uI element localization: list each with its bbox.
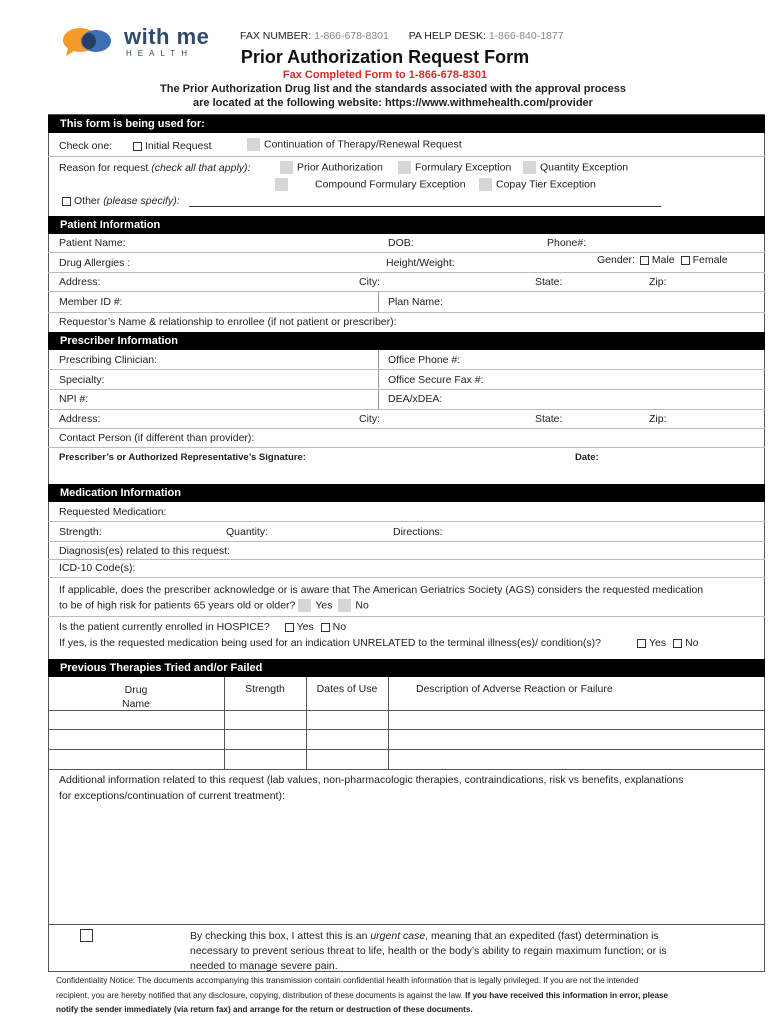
ags-question-line-2: to be of high risk for patients 65 years old or older? Yes No bbox=[59, 599, 369, 612]
urgent-case-checkbox[interactable] bbox=[80, 929, 93, 942]
help-desk-label: PA HELP DESK: bbox=[408, 30, 486, 42]
office-phone-field[interactable]: Office Phone #: bbox=[388, 354, 461, 366]
patient-city-field[interactable]: City: bbox=[359, 276, 380, 288]
col-description: Description of Adverse Reaction or Failure bbox=[416, 683, 613, 695]
attest-line-1: By checking this box, I attest this is an urgent case, meaning that an expedited (fast) determination is bbox=[190, 930, 659, 942]
contact-person-field[interactable]: Contact Person (if different than provider): bbox=[59, 432, 255, 444]
initial-request-option[interactable]: Initial Request bbox=[133, 140, 212, 152]
strength-field[interactable]: Strength: bbox=[59, 526, 102, 538]
male-checkbox[interactable] bbox=[640, 256, 649, 265]
prescriber-state-field[interactable]: State: bbox=[535, 413, 563, 425]
prescribing-clinician-field[interactable]: Prescribing Clinician: bbox=[59, 354, 158, 366]
info-line-2: are located at the following website: https://www.withmehealth.com/provider bbox=[193, 97, 593, 109]
usage-section-bar: This form is being used for: bbox=[48, 115, 765, 133]
secure-fax-field[interactable]: Office Secure Fax #: bbox=[388, 374, 484, 386]
requestor-field[interactable]: Requestor’s Name & relationship to enrollee (if not patient or prescriber): bbox=[59, 316, 397, 328]
patient-name-field[interactable]: Patient Name: bbox=[59, 237, 126, 249]
patient-zip-field[interactable]: Zip: bbox=[649, 276, 667, 288]
notice-line-1: Confidentiality Notice: The documents accompanying this transmission contain confidential health information that is legally privileged. If you are not the intended bbox=[56, 976, 639, 985]
notice-line-2: recipient, you are hereby notified that any disclosure, copying, distribution of these documents is against the law. If you have received this information in error, please bbox=[56, 991, 669, 1000]
quantity-field[interactable]: Quantity: bbox=[226, 526, 269, 538]
attest-line-3: needed to manage severe pain. bbox=[190, 960, 338, 972]
prescriber-section-bar: Prescriber Information bbox=[48, 332, 765, 350]
col-drug-name: Drug Name bbox=[121, 684, 150, 710]
initial-request-checkbox[interactable] bbox=[133, 142, 142, 151]
signature-field[interactable]: Prescriber’s or Authorized Representative’s Signature: bbox=[59, 452, 306, 463]
quantity-exception-checkbox[interactable] bbox=[523, 161, 536, 174]
signature-date-field[interactable]: Date: bbox=[575, 452, 599, 463]
gender-field: Gender: Male Female bbox=[597, 254, 728, 266]
additional-info-line-1: Additional information related to this request (lab values, non-pharmacologic therapies, contraindications, risk vs benefits, explanations bbox=[59, 774, 684, 786]
ags-yes-checkbox[interactable] bbox=[298, 599, 311, 612]
copay-exception-checkbox[interactable] bbox=[479, 178, 492, 191]
fax-completed-notice: Fax Completed Form to 1-866-678-8301 bbox=[282, 69, 488, 81]
plan-name-field[interactable]: Plan Name: bbox=[388, 296, 443, 308]
height-weight-field[interactable]: Height/Weight: bbox=[386, 257, 455, 269]
prescriber-city-field[interactable]: City: bbox=[359, 413, 380, 425]
specialty-field[interactable]: Specialty: bbox=[59, 374, 105, 386]
dob-field[interactable]: DOB: bbox=[388, 237, 414, 249]
other-specify-field[interactable] bbox=[189, 206, 661, 207]
hospice-unrelated-answers: Yes No bbox=[637, 637, 699, 649]
hospice-no-checkbox[interactable] bbox=[321, 623, 330, 632]
ags-question-line-1: If applicable, does the prescriber acknowledge or is aware that The American Geriatrics Society (AGS) considers the requested medication bbox=[59, 584, 704, 596]
prior-authorization-checkbox[interactable] bbox=[280, 161, 293, 174]
fax-number: 1-866-678-8301 bbox=[314, 30, 389, 42]
copay-exception-option[interactable]: Copay Tier Exception bbox=[479, 178, 596, 191]
col-dates-of-use: Dates of Use bbox=[316, 683, 378, 695]
continuation-checkbox[interactable] bbox=[247, 138, 260, 151]
fax-label: FAX NUMBER: bbox=[240, 30, 312, 42]
female-checkbox[interactable] bbox=[681, 256, 690, 265]
additional-info-textarea[interactable] bbox=[49, 806, 764, 924]
logo-subtext: HEALTH bbox=[126, 49, 193, 58]
icd-code-field[interactable]: ICD-10 Code(s): bbox=[59, 562, 136, 574]
requested-medication-field[interactable]: Requested Medication: bbox=[59, 506, 167, 518]
compound-exception-option[interactable]: Compound Formulary Exception bbox=[275, 178, 466, 191]
formulary-exception-option[interactable]: Formulary Exception bbox=[398, 161, 511, 174]
directions-field[interactable]: Directions: bbox=[393, 526, 443, 538]
medication-section-bar: Medication Information bbox=[48, 484, 765, 502]
patient-section-bar: Patient Information bbox=[48, 216, 765, 234]
unrelated-yes-checkbox[interactable] bbox=[637, 639, 646, 648]
hospice-unrelated-question: If yes, is the requested medication being used for an indication UNRELATED to the terminal illness(es)/ condition(s)? bbox=[59, 637, 601, 649]
ags-no-checkbox[interactable] bbox=[338, 599, 351, 612]
phone-field[interactable]: Phone#: bbox=[547, 237, 587, 249]
help-desk-number: 1-866-840-1877 bbox=[488, 30, 564, 42]
additional-info-line-2: for exceptions/continuation of current treatment): bbox=[59, 790, 285, 802]
logo-text: with me bbox=[124, 24, 210, 49]
reason-label: Reason for request (check all that apply): bbox=[59, 162, 251, 174]
member-id-field[interactable]: Member ID #: bbox=[59, 296, 123, 308]
fax-number-line bbox=[240, 30, 564, 42]
patient-state-field[interactable]: State: bbox=[535, 276, 563, 288]
drug-allergies-field[interactable]: Drug Allergies : bbox=[59, 257, 131, 269]
therapies-table bbox=[48, 677, 765, 770]
other-checkbox[interactable] bbox=[62, 197, 71, 206]
other-option[interactable]: Other (please specify): bbox=[62, 195, 180, 207]
hospice-yes-checkbox[interactable] bbox=[285, 623, 294, 632]
check-one-label: Check one: bbox=[59, 140, 113, 152]
patient-address-field[interactable]: Address: bbox=[59, 276, 101, 288]
notice-line-3: notify the sender immediately (via return fax) and arrange for the return or destruction of these documents. bbox=[56, 1005, 473, 1014]
npi-field[interactable]: NPI #: bbox=[59, 393, 89, 405]
therapies-section-bar: Previous Therapies Tried and/or Failed bbox=[48, 659, 765, 677]
prescriber-zip-field[interactable]: Zip: bbox=[649, 413, 667, 425]
page-title: Prior Authorization Request Form bbox=[240, 47, 530, 67]
quantity-exception-option[interactable]: Quantity Exception bbox=[523, 161, 628, 174]
unrelated-no-checkbox[interactable] bbox=[673, 639, 682, 648]
attest-line-2: necessary to prevent serious threat to life, health or the body’s ability to regain maximum function; or is bbox=[190, 945, 667, 957]
hospice-question: Is the patient currently enrolled in HOSPICE? Yes No bbox=[59, 621, 347, 633]
dea-field[interactable]: DEA/xDEA: bbox=[388, 393, 443, 405]
compound-exception-checkbox[interactable] bbox=[275, 178, 288, 191]
formulary-exception-checkbox[interactable] bbox=[398, 161, 411, 174]
prescriber-address-field[interactable]: Address: bbox=[59, 413, 101, 425]
diagnosis-field[interactable]: Diagnosis(es) related to this request: bbox=[59, 545, 230, 557]
info-line-1: The Prior Authorization Drug list and the standards associated with the approval process bbox=[160, 83, 626, 95]
prior-authorization-option[interactable]: Prior Authorization bbox=[280, 161, 383, 174]
col-strength: Strength bbox=[245, 683, 285, 695]
continuation-option[interactable]: Continuation of Therapy/Renewal Request bbox=[247, 138, 462, 151]
